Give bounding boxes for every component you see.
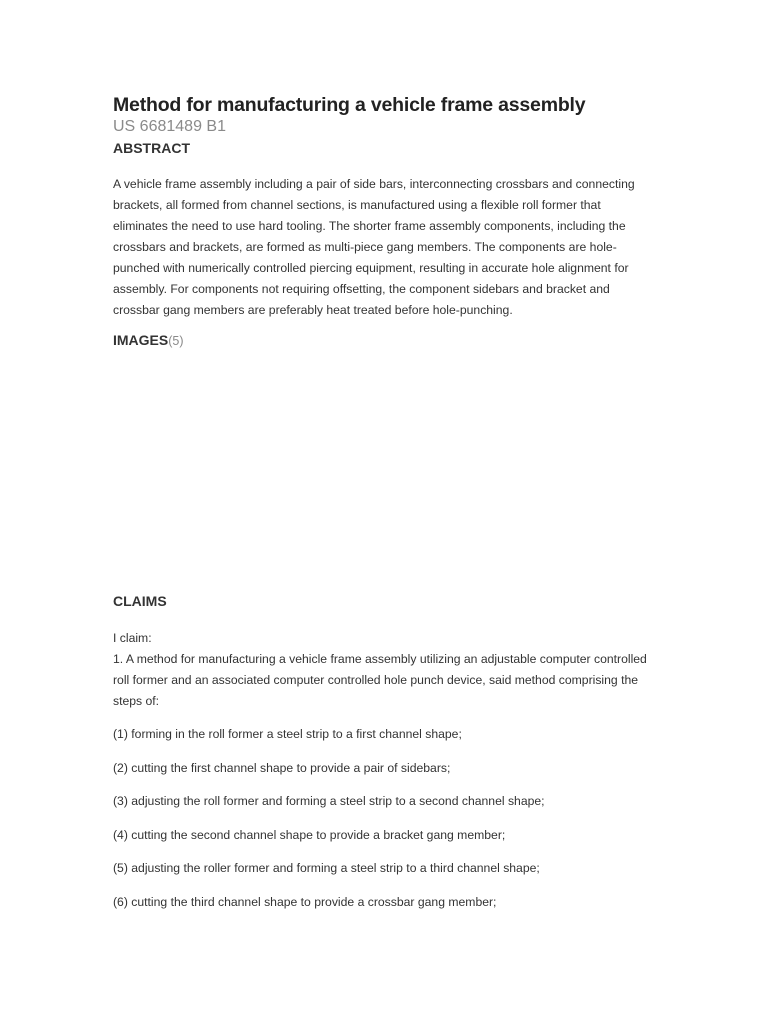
images-area [113,350,658,592]
claim-steps-list [113,724,658,913]
claim-step: (3) adjusting the roll former and forming a steel strip to a second channel shape; [113,794,545,808]
abstract-heading: ABSTRACT [113,140,190,156]
page-title: Method for manufacturing a vehicle frame assembly [113,94,586,116]
claim-step: (6) cutting the third channel shape to provide a crossbar gang member; [113,894,497,909]
images-heading-label: IMAGES [113,332,169,348]
claims-heading: CLAIMS [113,593,167,609]
claim-step: (2) cutting the first channel shape to provide a pair of sidebars; [113,760,451,775]
claims-intro: I claim: [113,631,152,645]
patent-number: US 6681489 B1 [113,118,226,135]
patent-document [113,92,658,925]
claim-step: (1) forming in the roll former a steel strip to a first channel shape; [113,727,462,741]
claim-step: (4) cutting the second channel shape to provide a bracket gang member; [113,827,506,842]
abstract-text: A vehicle frame assembly including a pair of side bars, interconnecting crossbars and connecting brackets, all formed from channel sections, is manufactured using a flexible roll former that eliminates the need to use hard tooling. The shorter frame assembly components, including the crossbars and brackets, are formed as multi-piece gang members. The components are hole-punched with numerically controlled piercing equipment, resulting in accurate hole alignment for assembly. For components not requiring offsetting, the component sidebars and bracket and crossbar gang members are preferably heat treated before hole-punching. [113,177,635,317]
images-count: (5) [168,334,184,348]
images-heading [113,331,658,350]
claim-1-text: 1. A method for manufacturing a vehicle frame assembly utilizing an adjustable computer controlled roll former and an associated computer controlled hole punch device, said method comprising the steps of: [113,652,647,708]
claim-step: (5) adjusting the roller former and forming a steel strip to a third channel shape; [113,861,540,875]
